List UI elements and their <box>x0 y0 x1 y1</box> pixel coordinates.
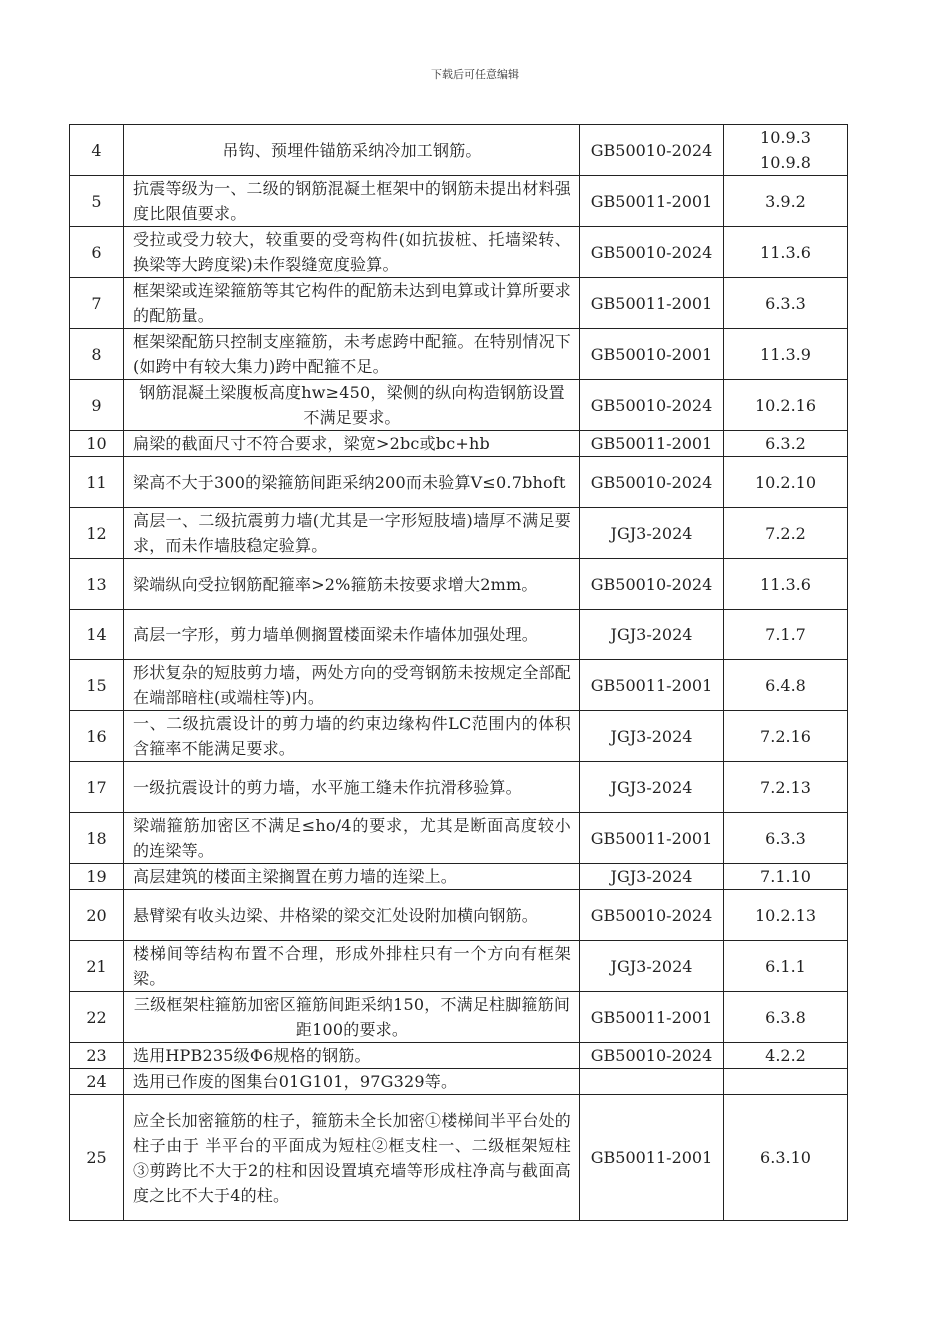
table-row <box>70 610 848 660</box>
issue-description: 扁梁的截面尺寸不符合要求，梁宽>2bc或bc+hb <box>124 431 580 457</box>
table-row <box>70 711 848 762</box>
table-row <box>70 125 848 176</box>
table-row <box>70 1043 848 1069</box>
row-number: 13 <box>70 559 124 610</box>
clause-cell <box>724 660 848 711</box>
standard-code: GB50010-2024 <box>580 1043 724 1069</box>
issue-description: 选用已作废的图集台01G101，97G329等。 <box>124 1069 580 1095</box>
issue-description: 高层建筑的楼面主梁搁置在剪力墙的连梁上。 <box>124 864 580 890</box>
issue-description: 框架梁配筋只控制支座箍筋，未考虑跨中配箍。在特别情况下(如跨中有较大集力)跨中配箍不足。 <box>124 329 580 380</box>
issue-description: 楼梯间等结构布置不合理，形成外排柱只有一个方向有框架梁。 <box>124 941 580 992</box>
clause-number: 11.3.6 <box>760 574 811 594</box>
standard-code <box>580 1069 724 1095</box>
clause-number: 10.2.16 <box>754 395 817 415</box>
row-number: 4 <box>70 125 124 176</box>
clause-cell <box>724 508 848 559</box>
clause-cell <box>724 762 848 813</box>
table-row <box>70 890 848 941</box>
clause-number: 10.2.10 <box>754 472 817 492</box>
issue-description: 三级框架柱箍筋加密区箍筋间距采纳150，不满足柱脚箍筋间距100的要求。 <box>124 992 580 1043</box>
clause-number: 6.3.2 <box>765 434 806 453</box>
clause-number-secondary: 10.9.8 <box>760 153 811 172</box>
table-row <box>70 176 848 227</box>
issue-description: 梁高不大于300的梁箍筋间距采纳200而未验算V≤0.7bhoft <box>124 457 580 508</box>
issue-description: 一、二级抗震设计的剪力墙的约束边缘构件LC范围内的体积含箍率不能满足要求。 <box>124 711 580 762</box>
issue-description: 框架梁或连梁箍筋等其它构件的配筋未达到电算或计算所要求的配筋量。 <box>124 278 580 329</box>
table-body <box>70 125 848 1221</box>
row-number: 17 <box>70 762 124 813</box>
row-number: 21 <box>70 941 124 992</box>
issue-description: 一级抗震设计的剪力墙，水平施工缝未作抗滑移验算。 <box>124 762 580 813</box>
standard-code: JGJ3-2024 <box>580 711 724 762</box>
row-number: 25 <box>70 1095 124 1221</box>
row-number: 14 <box>70 610 124 660</box>
clause-cell <box>724 890 848 941</box>
clause-cell <box>724 864 848 890</box>
row-number: 18 <box>70 813 124 864</box>
table-row <box>70 278 848 329</box>
table-row <box>70 660 848 711</box>
row-number: 23 <box>70 1043 124 1069</box>
row-number: 22 <box>70 992 124 1043</box>
page-header-note: 下载后可任意编辑 <box>431 68 519 81</box>
issue-description: 形状复杂的短肢剪力墙，两处方向的受弯钢筋未按规定全部配在端部暗柱(或端柱等)内。 <box>124 660 580 711</box>
clause-cell <box>724 813 848 864</box>
row-number: 5 <box>70 176 124 227</box>
issue-description: 悬臂梁有收头边梁、井格梁的梁交汇处设附加横向钢筋。 <box>124 890 580 941</box>
table-row <box>70 508 848 559</box>
issue-description: 高层一、二级抗震剪力墙(尤其是一字形短肢墙)墙厚不满足要求，而未作墙肢稳定验算。 <box>124 508 580 559</box>
row-number: 11 <box>70 457 124 508</box>
clause-number: 7.1.10 <box>760 867 811 886</box>
standard-code: GB50010-2001 <box>580 329 724 380</box>
clause-number: 6.3.10 <box>760 1148 811 1167</box>
standard-code: GB50011-2001 <box>580 660 724 711</box>
row-number: 7 <box>70 278 124 329</box>
issue-description: 受拉或受力较大，较重要的受弯构件(如抗拔桩、托墙梁转、换梁等大跨度梁)未作裂缝宽度验算。 <box>124 227 580 278</box>
clause-cell <box>724 941 848 992</box>
standard-code: GB50010-2024 <box>580 559 724 610</box>
clause-cell <box>724 559 848 610</box>
row-number: 15 <box>70 660 124 711</box>
table-row <box>70 227 848 278</box>
table-row <box>70 1095 848 1221</box>
issue-description: 选用HPB235级Φ6规格的钢筋。 <box>124 1043 580 1069</box>
clause-cell <box>724 1069 848 1095</box>
table-row <box>70 329 848 380</box>
clause-number: 7.2.2 <box>765 523 806 543</box>
row-number: 20 <box>70 890 124 941</box>
standard-code: GB50011-2001 <box>580 813 724 864</box>
clause-cell <box>724 176 848 227</box>
clause-cell <box>724 711 848 762</box>
standard-code: GB50010-2024 <box>580 380 724 431</box>
clause-number: 10.9.3 <box>760 128 811 147</box>
clause-number: 7.2.16 <box>760 726 811 746</box>
issue-description: 抗震等级为一、二级的钢筋混凝土框架中的钢筋未提出材料强度比限值要求。 <box>124 176 580 227</box>
table-row <box>70 941 848 992</box>
standard-code: GB50011-2001 <box>580 278 724 329</box>
table-row <box>70 380 848 431</box>
clause-cell <box>724 1095 848 1221</box>
table-row <box>70 762 848 813</box>
clause-number: 6.3.8 <box>765 1007 806 1027</box>
clause-cell <box>724 992 848 1043</box>
code-violation-table <box>69 124 848 1221</box>
row-number: 9 <box>70 380 124 431</box>
table-row <box>70 864 848 890</box>
row-number: 24 <box>70 1069 124 1095</box>
clause-cell <box>724 125 848 176</box>
clause-number: 3.9.2 <box>765 191 806 211</box>
row-number: 12 <box>70 508 124 559</box>
table-row <box>70 992 848 1043</box>
standard-code: GB50010-2024 <box>580 890 724 941</box>
issue-description: 吊钩、预埋件锚筋采纳冷加工钢筋。 <box>124 125 580 176</box>
clause-cell <box>724 278 848 329</box>
standard-code: GB50011-2001 <box>580 431 724 457</box>
row-number: 6 <box>70 227 124 278</box>
standard-code: JGJ3-2024 <box>580 508 724 559</box>
row-number: 8 <box>70 329 124 380</box>
clause-cell <box>724 380 848 431</box>
table-row <box>70 431 848 457</box>
clause-number: 6.3.3 <box>765 828 806 848</box>
table-row <box>70 559 848 610</box>
issue-description: 梁端箍筋加密区不满足≤ho/4的要求，尤其是断面高度较小的连梁等。 <box>124 813 580 864</box>
row-number: 16 <box>70 711 124 762</box>
standard-code: GB50011-2001 <box>580 992 724 1043</box>
clause-number: 6.1.1 <box>765 956 806 976</box>
standard-code: GB50010-2024 <box>580 457 724 508</box>
standard-code: JGJ3-2024 <box>580 762 724 813</box>
row-number: 10 <box>70 431 124 457</box>
table-row <box>70 457 848 508</box>
clause-number: 7.2.13 <box>760 777 811 797</box>
standard-code: JGJ3-2024 <box>580 864 724 890</box>
clause-cell <box>724 329 848 380</box>
clause-cell <box>724 1043 848 1069</box>
clause-cell <box>724 457 848 508</box>
clause-number: 10.2.13 <box>754 905 817 925</box>
standard-code: GB50010-2024 <box>580 125 724 176</box>
issue-description: 应全长加密箍筋的柱子，箍筋未全长加密①楼梯间半平台处的柱子由于 半平台的平面成为短柱②框支柱一、二级框架短柱③剪跨比不大于2的柱和因设置填充墙等形成柱净高与截面高度之比不大于4的柱。 <box>124 1095 580 1221</box>
clause-cell <box>724 227 848 278</box>
standard-code: GB50011-2001 <box>580 1095 724 1221</box>
standard-code: GB50011-2001 <box>580 176 724 227</box>
clause-number: 7.1.7 <box>765 625 806 644</box>
clause-cell <box>724 610 848 660</box>
clause-number: 4.2.2 <box>765 1046 806 1065</box>
standard-code: GB50010-2024 <box>580 227 724 278</box>
table-row <box>70 1069 848 1095</box>
clause-number: 6.3.3 <box>765 293 806 313</box>
clause-number: 6.4.8 <box>765 675 806 695</box>
issue-description: 梁端纵向受拉钢筋配箍率>2%箍筋未按要求增大2mm。 <box>124 559 580 610</box>
clause-number: 11.3.6 <box>760 242 811 262</box>
table-row <box>70 813 848 864</box>
clause-number: 11.3.9 <box>760 344 811 364</box>
issue-description: 钢筋混凝土梁腹板高度hw≥450，梁侧的纵向构造钢筋设置不满足要求。 <box>124 380 580 431</box>
issue-description: 高层一字形，剪力墙单侧搁置楼面梁未作墙体加强处理。 <box>124 610 580 660</box>
standard-code: JGJ3-2024 <box>580 941 724 992</box>
standard-code: JGJ3-2024 <box>580 610 724 660</box>
clause-cell <box>724 431 848 457</box>
row-number: 19 <box>70 864 124 890</box>
